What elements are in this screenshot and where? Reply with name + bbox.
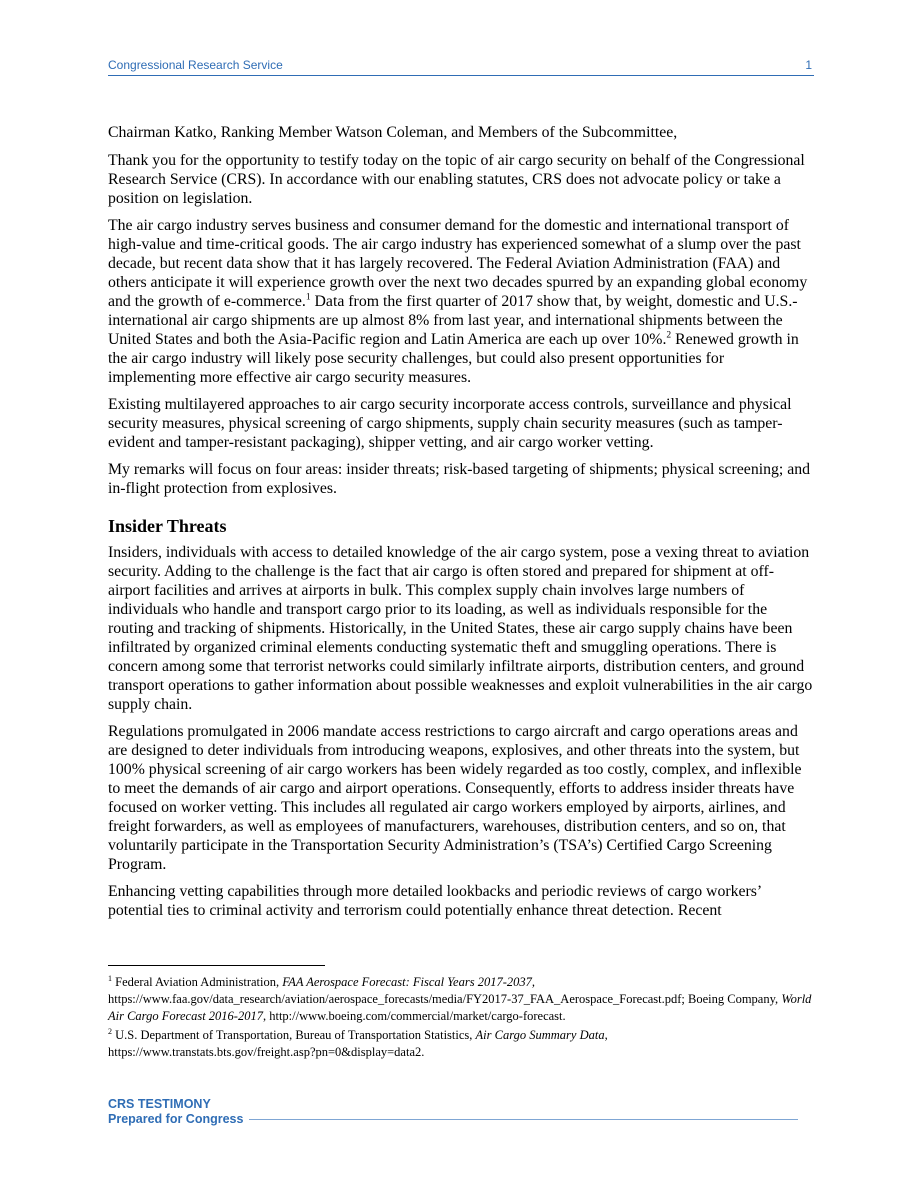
footnote-1 <box>108 974 814 1025</box>
footnote-text: Federal Aviation Administration, <box>112 975 283 989</box>
paragraph-text: The air cargo industry serves business and consumer demand for the domestic and international transport of high-value and time-critical goods. The air cargo industry has experienced somewhat of a slump over the past decade, but recent data show that it has largely recovered. The Federal Aviation Administration (FAA) and others anticipate it will experience growth over the next two decades spurred by an expanding global economy and the growth of e-commerce. <box>108 217 808 310</box>
footnote-divider <box>108 965 325 966</box>
footnote-2-number: 2 <box>108 1026 112 1036</box>
paragraph-insiders: Insiders, individuals with access to detailed knowledge of the air cargo system, pose a vexing threat to aviation security. Adding to the challenge is the fact that air cargo is often stored and prepared for shipment at off-airport facilities and arrives at airports in bulk. This complex supply chain involves large numbers of individuals who handle and transport cargo prior to its loading, as well as individuals responsible for the routing and tracking of shipments. Historically, in the United States, these air cargo supply chains have been infiltrated by organized criminal elements conducting systematic theft and smuggling operations. There is concern among some that terrorist networks could similarly infiltrate airports, distribution centers, and ground transport operations to gather information about possible weaknesses and exploit vulnerabilities in the air cargo supply chain. <box>108 544 813 713</box>
footnote-text: U.S. Department of Transportation, Bureau of Transportation Statistics, <box>112 1028 476 1042</box>
paragraph-vetting: Enhancing vetting capabilities through more detailed lookbacks and periodic reviews of cargo workers’ potential ties to criminal activity and terrorism could potentially enhance threat detection. Recent <box>108 883 762 919</box>
salutation: Chairman Katko, Ranking Member Watson Coleman, and Members of the Subcommittee, <box>108 124 678 141</box>
paragraph-remarks: My remarks will focus on four areas: insider threats; risk-based targeting of shipments; physical screening; and in-flight protection from explosives. <box>108 461 811 497</box>
footnote-title: FAA Aerospace Forecast: Fiscal Years 2017-2037, <box>282 975 535 989</box>
header-org: Congressional Research Service <box>108 58 283 72</box>
footnote-link-text[interactable]: , http://www.boeing.com/commercial/market/cargo-forecast. <box>262 1009 566 1023</box>
footnote-title: Air Cargo Summary Data <box>475 1028 605 1042</box>
footer-subtitle: Prepared for Congress <box>108 1112 244 1126</box>
footnotes <box>108 974 814 1063</box>
footnote-title: World Air Cargo Forecast 2016-2017 <box>108 992 812 1023</box>
paragraph-regulations: Regulations promulgated in 2006 mandate access restrictions to cargo aircraft and cargo operations areas and are designed to deter individuals from introducing weapons, explosives, and other threats into the system, but 100% physical screening of air cargo workers has been widely regarded as too costly, complex, and inflexible to meet the demands of air cargo and airport operations. Consequently, efforts to address insider threats have focused on worker vetting. This includes all regulated air cargo workers employed by airports, airlines, and freight forwarders, as well as employees of manufacturers, warehouses, distribution centers, and so on, that voluntarily participate in the Transportation Security Administration’s (TSA’s) Certified Cargo Screening Program. <box>108 723 802 873</box>
section-heading-insider-threats: Insider Threats <box>108 516 227 536</box>
footnote-link-text[interactable]: , https://www.transtats.bts.gov/freight.asp?pn=0&display=data2. <box>108 1028 608 1059</box>
footer-title: CRS TESTIMONY <box>108 1097 211 1111</box>
footnote-1-number: 1 <box>108 973 112 983</box>
running-header <box>108 58 814 76</box>
footnote-ref-2[interactable]: 2 <box>666 330 672 341</box>
footnote-link-text[interactable]: https://www.faa.gov/data_research/aviation/aerospace_forecasts/media/FY2017-37_FAA_Aerospace_Forecast.pdf; Boeing Company, <box>108 992 782 1006</box>
paragraph-approaches: Existing multilayered approaches to air cargo security incorporate access controls, surveillance and physical security measures, physical screening of cargo shipments, supply chain security measures (such as tamper-evident and tamper-resistant packaging), shipper vetting, and air cargo worker vetting. <box>108 396 792 451</box>
page-number: 1 <box>805 58 812 72</box>
paragraph-text: Renewed growth in the air cargo industry will likely pose security challenges, but could also present opportunities for implementing more effective air cargo security measures. <box>108 331 799 386</box>
paragraph-text: Data from the first quarter of 2017 show that, by weight, domestic and U.S.-international air cargo shipments are up almost 8% from last year, and international shipments between the United States and both the Asia-Pacific region and Latin America are each up over 10%. <box>108 293 798 348</box>
footer-rule <box>249 1119 798 1120</box>
footnote-ref-1[interactable]: 1 <box>305 292 311 303</box>
footnote-2 <box>108 1027 814 1061</box>
paragraph-industry <box>108 216 814 387</box>
page-footer <box>108 1097 798 1127</box>
paragraph-intro: Thank you for the opportunity to testify today on the topic of air cargo security on behalf of the Congressional Research Service (CRS). In accordance with our enabling statutes, CRS does not advocate policy or take a position on legislation. <box>108 152 805 207</box>
testimony-body <box>108 123 814 928</box>
